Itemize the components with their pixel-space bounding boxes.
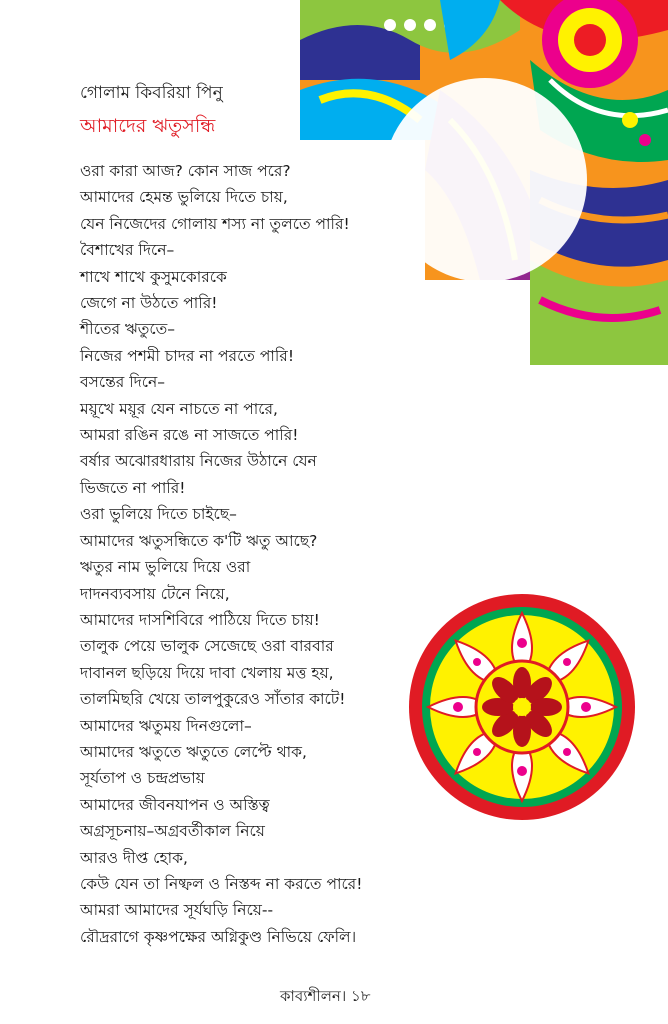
poem-line: তালুক পেয়ে ভালুক সেজেছে ওরা বারবার	[80, 637, 334, 656]
rangoli-icon	[408, 593, 636, 821]
poem-line: আমাদের ঋতুতে ঋতুতে লেপ্টে থাক,	[80, 742, 307, 761]
poem-line: আমাদের জীবনযাপন ও অস্তিত্ব	[80, 795, 270, 814]
poem-line: আমরা আমাদের সূর্যঘড়ি নিয়ে--	[80, 901, 274, 920]
poem-line: দাদনব্যবসায় টেনে নিয়ে,	[80, 584, 230, 603]
poem-line: ওরা ভুলিয়ে দিতে চাইছে–	[80, 505, 237, 524]
poem-line: শাখে শাখে কুসুমকোরকে	[80, 267, 227, 286]
poem-line: বৈশাখের দিনে–	[80, 241, 175, 260]
poem-line: আমরা রঙিন রঙে না সাজতে পারি!	[80, 426, 299, 445]
poem-line: রৌদ্ররাগে কৃষ্ণপক্ষের অগ্নিকুণ্ড নিভিয়ে ফেলি।	[80, 927, 357, 946]
poem-title: আমাদের ঋতুসন্ধি	[80, 115, 216, 137]
poem-line: ভিজতে না পারি!	[80, 478, 186, 497]
poem-line: অগ্রসূচনায়–অগ্রবর্তীকাল নিয়ে	[80, 822, 265, 841]
poem-line: যেন নিজেদের গোলায় শস্য না তুলতে পারি!	[80, 214, 350, 233]
poem-line: শীতের ঋতুতে–	[80, 320, 175, 339]
poem-line: দাবানল ছড়িয়ে দিয়ে দাবা খেলায় মত্ত হয়,	[80, 663, 334, 682]
author-name: গোলাম কিবরিয়া পিনু	[80, 83, 223, 103]
poem-line: ওরা কারা আজ? কোন সাজ পরে?	[80, 162, 291, 180]
page-footer: কাব্যশীলন। ১৮	[280, 987, 371, 1005]
poem-line: আমাদের হেমন্ত ভুলিয়ে দিতে চায়,	[80, 188, 288, 207]
poem-line: বসন্তের দিনে–	[80, 373, 166, 392]
poem-line: আমাদের দাসশিবিরে পাঠিয়ে দিতে চায়!	[80, 610, 320, 629]
poem-line: ময়ূখে ময়ূর যেন নাচতে না পারে,	[80, 399, 278, 418]
poem-line: বর্ষার অঝোরধারায় নিজের উঠানে যেন	[80, 452, 317, 471]
poem-line: সূর্যতাপ ও চন্দ্রপ্রভায়	[80, 769, 205, 788]
poem-body	[80, 158, 420, 950]
poem-line: তালমিছরি খেয়ে তালপুকুরেও সাঁতার কাটে!	[80, 690, 346, 709]
poem-line: নিজের পশমী চাদর না পরতে পারি!	[80, 346, 295, 365]
poem-line: জেগে না উঠতে পারি!	[80, 294, 218, 313]
poem-line: আমাদের ঋতুসন্ধিতে ক'টি ঋতু আছে?	[80, 531, 318, 550]
poem-line: ঋতুর নাম ভুলিয়ে দিয়ে ওরা	[80, 558, 251, 577]
poem-line: কেউ যেন তা নিষ্ফল ও নিস্তব্দ না করতে পারে!	[80, 874, 363, 893]
poem-line: আমাদের ঋতুময় দিনগুলো–	[80, 716, 252, 735]
poem-line: আরও দীপ্ত হোক,	[80, 848, 188, 867]
